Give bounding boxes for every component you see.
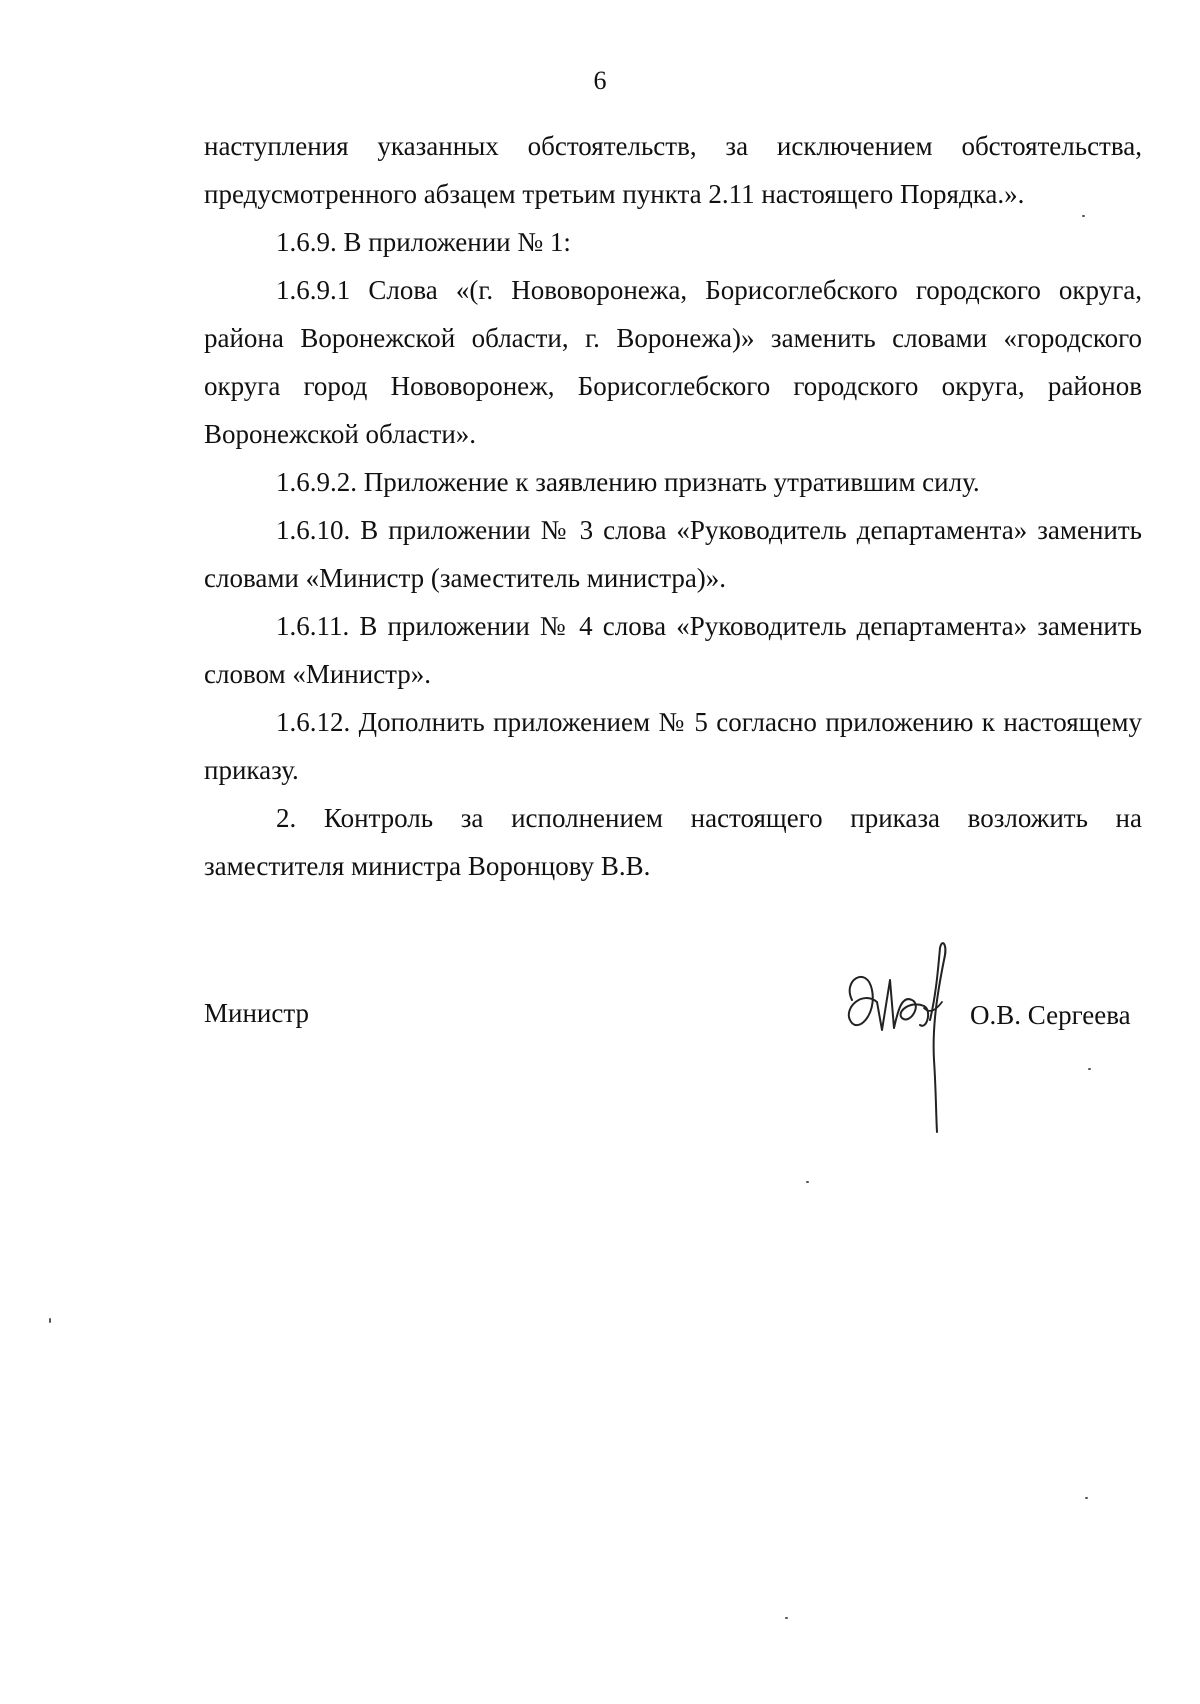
page-number: 6 [593, 66, 607, 95]
signatory-name: О.В. Сергеева [970, 1000, 1131, 1030]
document-body [204, 122, 1142, 890]
signature-block [0, 940, 1200, 1140]
paragraph-1-6-9-1: 1.6.9.1 Слова «(г. Нововоронежа, Борисоглебского городского округа, района Воронежской области, г. Воронежа)» заменить словами «городского округа город Нововоронеж, Борисоглебского городского округа, районов Воронежской области». [204, 275, 1142, 449]
scan-speck [49, 1318, 51, 1323]
handwritten-signature [832, 940, 982, 1135]
scan-speck [1085, 1497, 1088, 1499]
signatory-title: Министр [204, 998, 309, 1028]
paragraph-continuation: наступления указанных обстоятельств, за исключением обстоятельства, предусмотренного абзацем третьим пункта 2.11 настоящего Порядка.». [204, 131, 1142, 209]
paragraph-2-control: 2. Контроль за исполнением настоящего приказа возложить на заместителя министра Воронцову В.В. [204, 803, 1142, 881]
scan-speck [785, 1617, 788, 1619]
paragraph-1-6-10: 1.6.10. В приложении № 3 слова «Руководитель департамента» заменить словами «Министр (заместитель министра)». [204, 515, 1142, 593]
scan-speck [1088, 1068, 1091, 1070]
paragraph-1-6-9: 1.6.9. В приложении № 1: [276, 227, 571, 257]
paragraph-1-6-12: 1.6.12. Дополнить приложением № 5 согласно приложению к настоящему приказу. [204, 707, 1142, 785]
scan-speck [806, 1181, 809, 1183]
paragraph-1-6-9-2: 1.6.9.2. Приложение к заявлению признать утратившим силу. [276, 467, 980, 497]
scan-speck [1082, 215, 1085, 217]
paragraph-1-6-11: 1.6.11. В приложении № 4 слова «Руководитель департамента» заменить словом «Министр». [204, 611, 1142, 689]
